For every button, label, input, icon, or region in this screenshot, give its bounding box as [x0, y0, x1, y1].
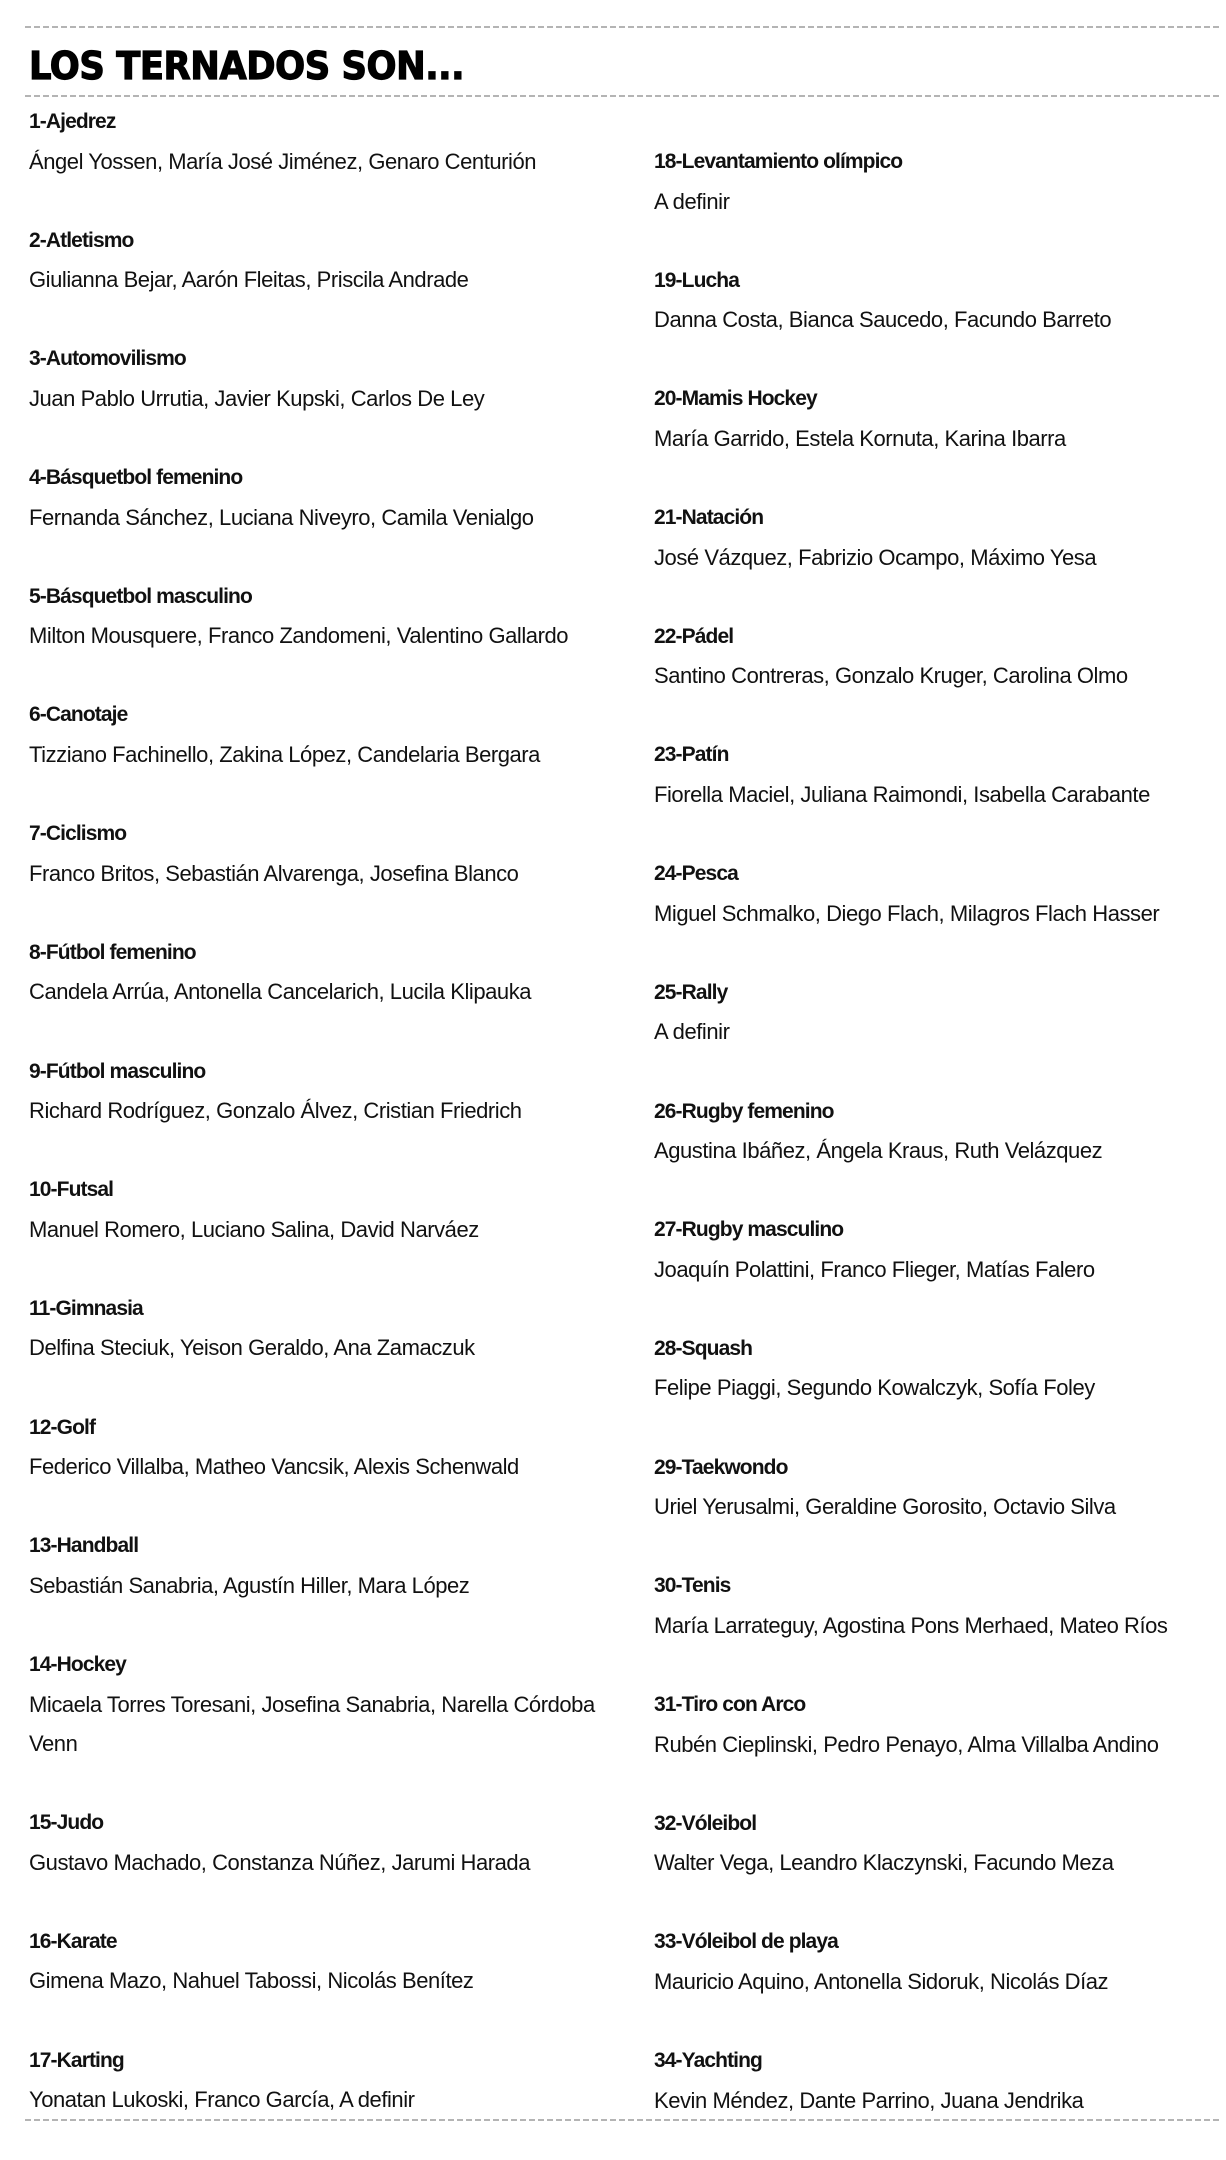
sport-heading: 19-Lucha: [654, 268, 739, 292]
sport-entry: [654, 1922, 1219, 2001]
sport-heading: 18-Levantamiento olímpico: [654, 150, 903, 173]
nominee-names: Danna Costa, Bianca Saucedo, Facundo Barreto: [654, 307, 1112, 333]
sport-heading: 28-Squash: [654, 1336, 753, 1360]
sport-heading: 9-Fútbol masculino: [29, 1059, 206, 1083]
sport-heading: 30-Tenis: [654, 1574, 731, 1598]
sport-heading: 1-Ajedrez: [29, 110, 116, 133]
sport-entry: [29, 102, 619, 181]
nominee-names: A definir: [654, 1019, 730, 1045]
sport-heading: 2-Atletismo: [29, 228, 134, 252]
nominee-names: Fernanda Sánchez, Luciana Niveyro, Camila Venialgo: [29, 504, 534, 530]
sport-heading: 15-Judo: [29, 1811, 104, 1835]
sport-entry: [654, 617, 1219, 696]
sport-heading: 23-Patín: [654, 743, 729, 767]
sport-heading: 6-Canotaje: [29, 703, 128, 727]
nominee-names: Fiorella Maciel, Juliana Raimondi, Isabella Carabante: [654, 782, 1150, 807]
nominees-left-column: [29, 102, 619, 2159]
sport-entry: [29, 1052, 619, 1131]
sport-entry: [654, 1329, 1219, 1408]
nominee-names: Candela Arrúa, Antonella Cancelarich, Lucila Klipauka: [29, 979, 532, 1005]
sport-heading: 11-Gimnasia: [29, 1296, 143, 1320]
nominee-names: Yonatan Lukoski, Franco García, A definir: [29, 2087, 415, 2113]
sport-entry: [654, 1685, 1219, 1764]
sport-heading: 32-Vóleibol: [654, 1811, 757, 1835]
sport-heading: 31-Tiro con Arco: [654, 1692, 806, 1716]
sport-entry: [29, 577, 619, 656]
nominee-names: José Vázquez, Fabrizio Ocampo, Máximo Yesa: [654, 544, 1097, 570]
nominee-names: A definir: [654, 188, 730, 214]
sport-heading: 8-Fútbol femenino: [29, 940, 196, 964]
sport-entry: [29, 695, 619, 774]
sport-heading: 5-Básquetbol masculino: [29, 584, 252, 608]
sport-entry: [29, 458, 619, 537]
nominee-names: Walter Vega, Leandro Klaczynski, Facundo Meza: [654, 1850, 1114, 1876]
top-divider: [25, 26, 1222, 28]
nominee-names: Giulianna Bejar, Aarón Fleitas, Priscila Andrade: [29, 267, 469, 293]
nominee-names: Venn: [29, 1731, 78, 1757]
bottom-divider: [25, 2119, 1222, 2121]
nominee-names: María Larrateguy, Agostina Pons Merhaed, Mateo Ríos: [654, 1612, 1168, 1638]
sport-entry: [654, 854, 1219, 933]
sport-entry: [29, 339, 619, 418]
sport-heading: 3-Automovilismo: [29, 347, 186, 371]
sport-heading: 7-Ciclismo: [29, 822, 127, 846]
sport-entry: [29, 1803, 619, 1882]
nominee-names: Kevin Méndez, Dante Parrino, Juana Jendrika: [654, 2087, 1084, 2113]
sport-heading: 34-Yachting: [654, 2049, 762, 2072]
sport-entry: [654, 1804, 1219, 1883]
sport-entry: [654, 2041, 1219, 2120]
sport-heading: 13-Handball: [29, 1534, 139, 1558]
sport-heading: 25-Rally: [654, 980, 728, 1004]
sport-heading: 26-Rugby femenino: [654, 1099, 834, 1123]
sport-entry: [654, 498, 1219, 577]
sport-heading: 10-Futsal: [29, 1178, 114, 1202]
sport-heading: 16-Karate: [29, 1929, 117, 1953]
nominee-names: Ángel Yossen, María José Jiménez, Genaro Centurión: [29, 148, 537, 174]
sport-entry: [29, 2041, 619, 2120]
nominee-names: Felipe Piaggi, Segundo Kowalczyk, Sofía Foley: [654, 1375, 1095, 1401]
nominee-names: Franco Britos, Sebastián Alvarenga, Josefina Blanco: [29, 860, 519, 886]
sport-entry: [654, 142, 1219, 221]
nominee-names: Sebastián Sanabria, Agustín Hiller, Mara López: [29, 1572, 470, 1598]
sport-entry: [29, 221, 619, 300]
page-title: LOS TERNADOS SON...: [29, 44, 465, 88]
sport-heading: 22-Pádel: [654, 624, 734, 648]
sport-entry: [654, 735, 1219, 814]
nominee-names: Milton Mousquere, Franco Zandomeni, Valentino Gallardo: [29, 623, 569, 649]
sport-entry: [654, 1566, 1219, 1645]
sport-entry: [29, 1289, 619, 1368]
sport-entry: [654, 1210, 1219, 1289]
sport-entry: [654, 973, 1219, 1052]
nominee-names: Joaquín Polattini, Franco Flieger, Matías Falero: [654, 1256, 1095, 1282]
sport-heading: 4-Básquetbol femenino: [29, 466, 243, 490]
nominee-names: Federico Villalba, Matheo Vancsik, Alexis Schenwald: [29, 1454, 519, 1480]
nominee-names: Tizziano Fachinello, Zakina López, Candelaria Bergara: [29, 742, 540, 767]
nominee-names: Richard Rodríguez, Gonzalo Álvez, Cristian Friedrich: [29, 1098, 522, 1124]
sport-heading: 14-Hockey: [29, 1652, 126, 1676]
sport-heading: 12-Golf: [29, 1415, 96, 1439]
nominee-names: María Garrido, Estela Kornuta, Karina Ibarra: [654, 425, 1066, 451]
sport-entry: [29, 1922, 619, 2001]
sport-entry: [654, 379, 1219, 458]
sport-heading: 17-Karting: [29, 2048, 124, 2072]
sport-entry: [29, 1170, 619, 1249]
nominee-names: Miguel Schmalko, Diego Flach, Milagros Flach Hasser: [654, 900, 1160, 926]
nominee-names: Gimena Mazo, Nahuel Tabossi, Nicolás Benítez: [29, 1968, 474, 1994]
sport-heading: 27-Rugby masculino: [654, 1218, 844, 1242]
sport-entry: [29, 933, 619, 1012]
sport-heading: 24-Pesca: [654, 862, 738, 886]
sport-heading: 21-Natación: [654, 506, 764, 530]
title-divider: [25, 95, 1222, 97]
sport-heading: 29-Taekwondo: [654, 1455, 788, 1479]
sport-entry: [654, 1448, 1219, 1527]
nominee-names: Manuel Romero, Luciano Salina, David Narváez: [29, 1216, 479, 1242]
sport-entry: [29, 814, 619, 893]
nominees-right-column: [654, 142, 1219, 2160]
sport-heading: 33-Vóleibol de playa: [654, 1930, 838, 1954]
sport-entry: [654, 261, 1219, 340]
sport-entry: [29, 1645, 619, 1764]
nominee-names: Uriel Yerusalmi, Geraldine Gorosito, Octavio Silva: [654, 1494, 1116, 1520]
nominee-names: Gustavo Machado, Constanza Núñez, Jarumi Harada: [29, 1849, 531, 1875]
nominee-names: Agustina Ibáñez, Ángela Kraus, Ruth Velázquez: [654, 1138, 1103, 1164]
sport-entry: [654, 1092, 1219, 1171]
nominee-names: Rubén Cieplinski, Pedro Penayo, Alma Villalba Andino: [654, 1731, 1159, 1757]
sport-entry: [29, 1408, 619, 1487]
nominee-names: Juan Pablo Urrutia, Javier Kupski, Carlos De Ley: [29, 385, 485, 411]
sport-heading: 20-Mamis Hockey: [654, 387, 817, 411]
sport-entry: [29, 1526, 619, 1605]
nominee-names: Delfina Steciuk, Yeison Geraldo, Ana Zamaczuk: [29, 1335, 475, 1361]
nominee-names: Mauricio Aquino, Antonella Sidoruk, Nicolás Díaz: [654, 1968, 1109, 1994]
nominee-names: Santino Contreras, Gonzalo Kruger, Carolina Olmo: [654, 663, 1128, 689]
nominee-names: Micaela Torres Toresani, Josefina Sanabria, Narella Córdoba: [29, 1691, 595, 1717]
